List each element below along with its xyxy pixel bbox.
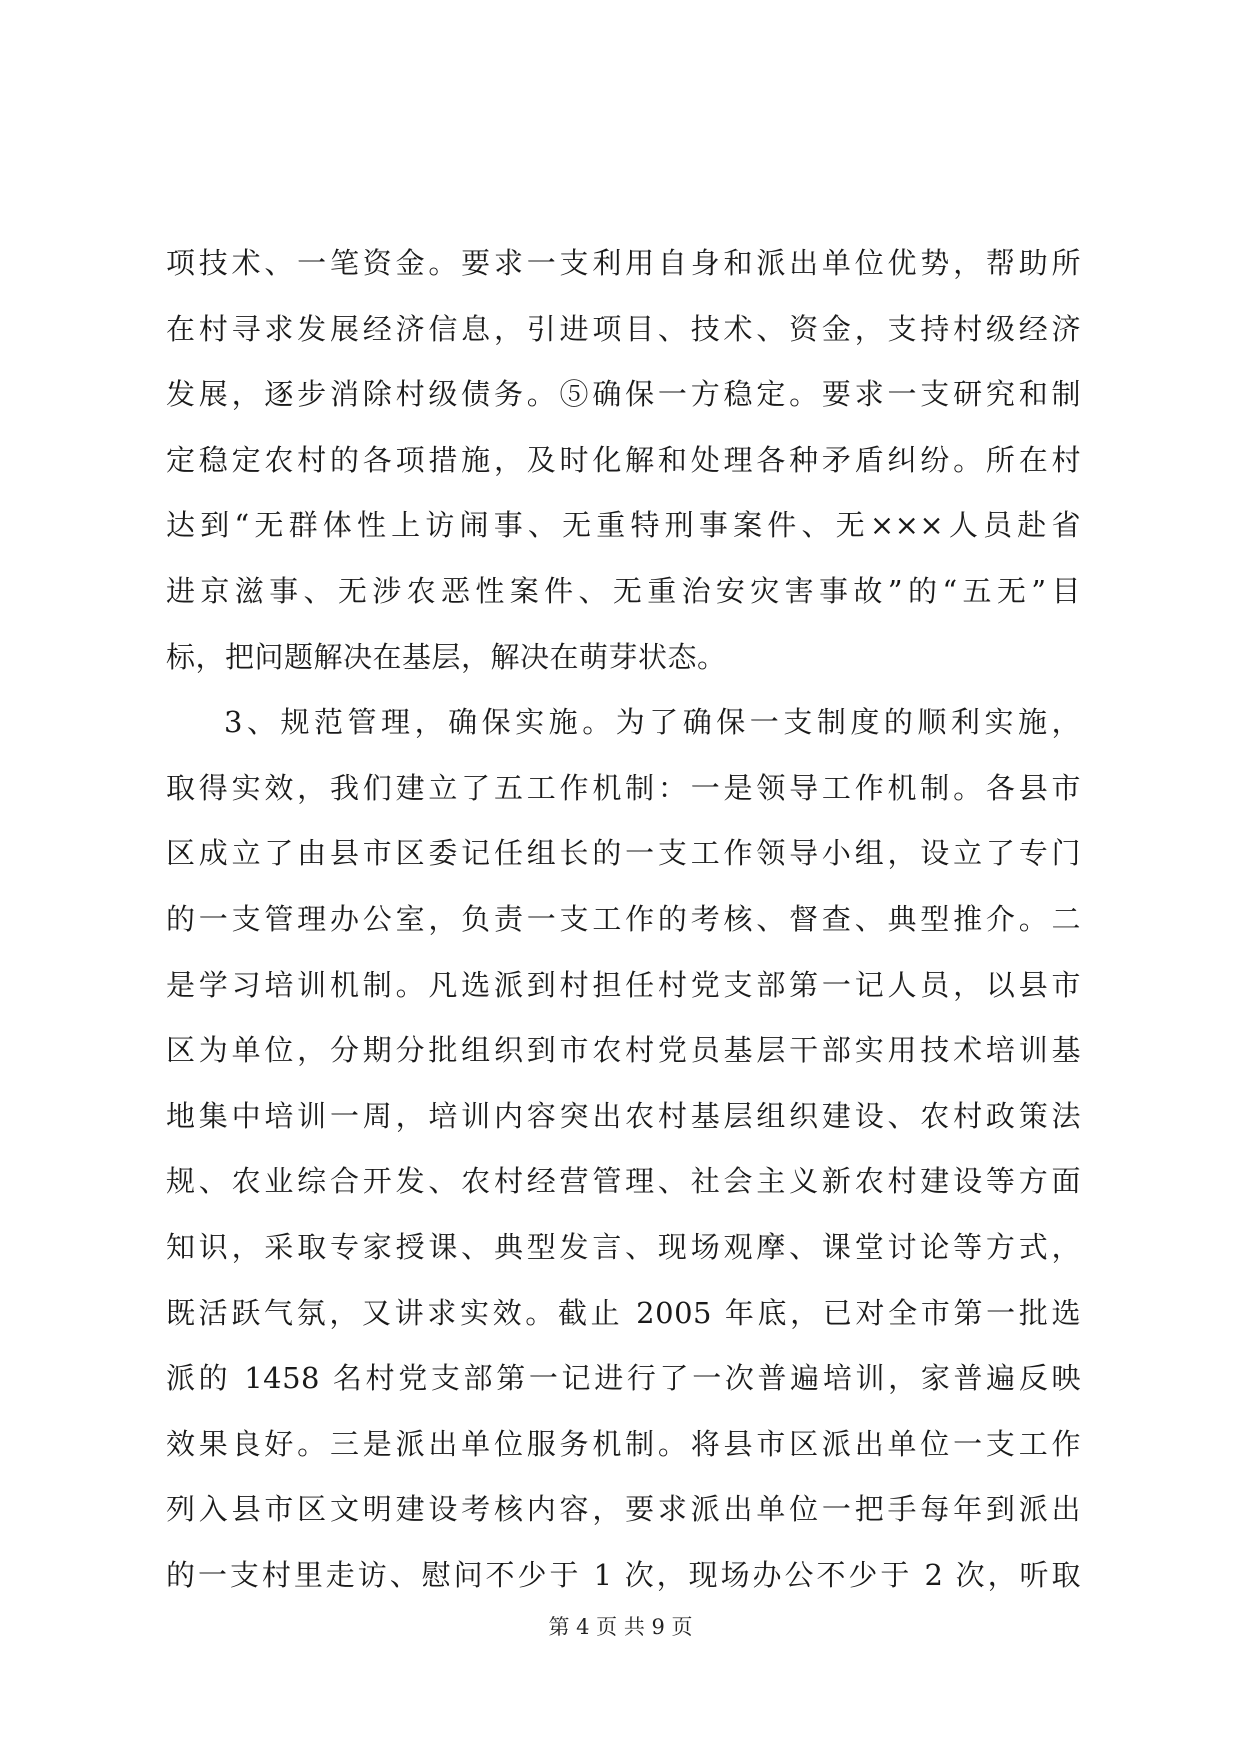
text-line: 规、农业综合开发、农村经营管理、社会主义新农村建设等方面 (166, 1164, 1081, 1199)
page-number-footer: 第 4 页 共 9 页 (548, 1615, 693, 1639)
text-line: 的一支村里走访、慰问不少于 1 次，现场办公不少于 2 次，听取 (166, 1557, 1081, 1592)
paragraph-2 (166, 690, 1081, 1608)
text-line: 在村寻求发展经济信息，引进项目、技术、资金，支持村级经济 (166, 311, 1081, 346)
body-text (166, 231, 1081, 1608)
text-line: 的一支管理办公室，负责一支工作的考核、督查、典型推介。二 (166, 901, 1081, 936)
text-line: 地集中培训一周，培训内容突出农村基层组织建设、农村政策法 (166, 1098, 1081, 1133)
text-line: 定稳定农村的各项措施，及时化解和处理各种矛盾纠纷。所在村 (166, 442, 1081, 477)
text-line: 发展，逐步消除村级债务。⑤确保一方稳定。要求一支研究和制 (166, 377, 1081, 412)
text-line: 取得实效，我们建立了五工作机制：一是领导工作机制。各县市 (166, 770, 1081, 805)
text-line: 列入县市区文明建设考核内容，要求派出单位一把手每年到派出 (166, 1492, 1081, 1527)
text-line: 派的 1458 名村党支部第一记进行了一次普遍培训，家普遍反映 (166, 1361, 1081, 1396)
text-line: 进京滋事、无涉农恶性案件、无重治安灾害事故”的“五无”目 (166, 573, 1081, 608)
text-line: 知识，采取专家授课、典型发言、现场观摩、课堂讨论等方式， (166, 1229, 1081, 1264)
text-line: 效果良好。三是派出单位服务机制。将县市区派出单位一支工作 (166, 1426, 1081, 1461)
paragraph-1 (166, 231, 1081, 690)
text-line: 区成立了由县市区委记任组长的一支工作领导小组，设立了专门 (166, 836, 1081, 871)
text-line: 既活跃气氛，又讲求实效。截止 2005 年底，已对全市第一批选 (166, 1295, 1081, 1330)
text-line: 3、规范管理，确保实施。为了确保一支制度的顺利实施， (224, 705, 1081, 740)
text-line: 项技术、一笔资金。要求一支利用自身和派出单位优势，帮助所 (166, 246, 1081, 280)
text-line: 是学习培训机制。凡选派到村担任村党支部第一记人员，以县市 (166, 967, 1081, 1002)
text-line: 标，把问题解决在基层，解决在萌芽状态。 (166, 639, 727, 674)
text-line: 区为单位，分期分批组织到市农村党员基层干部实用技术培训基 (166, 1033, 1081, 1068)
text-line: 达到“无群体性上访闹事、无重特刑事案件、无×××人员赴省 (166, 508, 1081, 543)
